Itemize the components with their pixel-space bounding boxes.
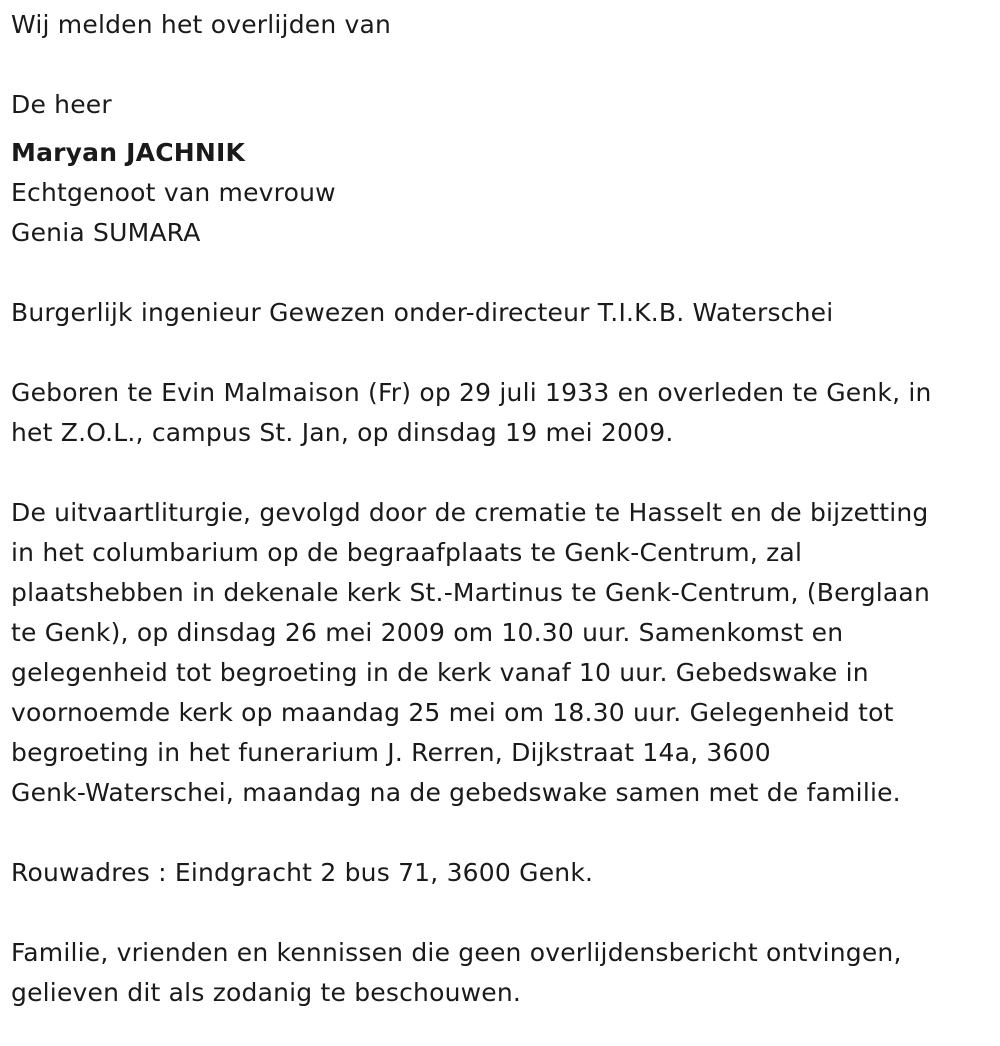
intro-text: Wij melden het overlijden van	[11, 10, 392, 39]
deceased-name: Maryan JACHNIK	[11, 138, 246, 167]
spacer	[11, 333, 986, 373]
paragraph-line: Familie, vrienden en kennissen die geen overlijdensbericht ontvingen,	[11, 938, 902, 967]
spacer	[11, 253, 986, 293]
paragraph-line: Geboren te Evin Malmaison (Fr) op 29 juli 1933 en overleden te Genk, in	[11, 378, 932, 407]
spouse-label: Echtgenoot van mevrouw	[11, 178, 336, 207]
birth-death-paragraph	[11, 373, 986, 453]
paragraph-line: te Genk), op dinsdag 26 mei 2009 om 10.30 uur. Samenkomst en	[11, 618, 844, 647]
paragraph-line: voornoemde kerk op maandag 25 mei om 18.30 uur. Gelegenheid tot	[11, 698, 894, 727]
closing-paragraph	[11, 933, 986, 1013]
funeral-paragraph	[11, 493, 986, 813]
spacer	[11, 893, 986, 933]
spacer	[11, 45, 986, 85]
paragraph-line: gelegenheid tot begroeting in de kerk vanaf 10 uur. Gebedswake in	[11, 658, 869, 687]
paragraph-line: gelieven dit als zodanig te beschouwen.	[11, 978, 522, 1007]
salutation-text: De heer	[11, 90, 112, 119]
spacer	[11, 813, 986, 853]
paragraph-line: in het columbarium op de begraafplaats te Genk-Centrum, zal	[11, 538, 803, 567]
paragraph-line: het Z.O.L., campus St. Jan, op dinsdag 19 mei 2009.	[11, 418, 674, 447]
death-notice	[11, 5, 986, 1013]
spacer	[11, 453, 986, 493]
paragraph-line: plaatshebben in dekenale kerk St.-Martinus te Genk-Centrum, (Berglaan	[11, 578, 930, 607]
spouse-name: Genia SUMARA	[11, 218, 201, 247]
profession-text: Burgerlijk ingenieur Gewezen onder-directeur T.I.K.B. Waterschei	[11, 298, 834, 327]
paragraph-line: De uitvaartliturgie, gevolgd door de crematie te Hasselt en de bijzetting	[11, 498, 929, 527]
paragraph-line: Genk-Waterschei, maandag na de gebedswake samen met de familie.	[11, 778, 901, 807]
paragraph-line: begroeting in het funerarium J. Rerren, Dijkstraat 14a, 3600	[11, 738, 771, 767]
address-text: Rouwadres : Eindgracht 2 bus 71, 3600 Genk.	[11, 858, 594, 887]
